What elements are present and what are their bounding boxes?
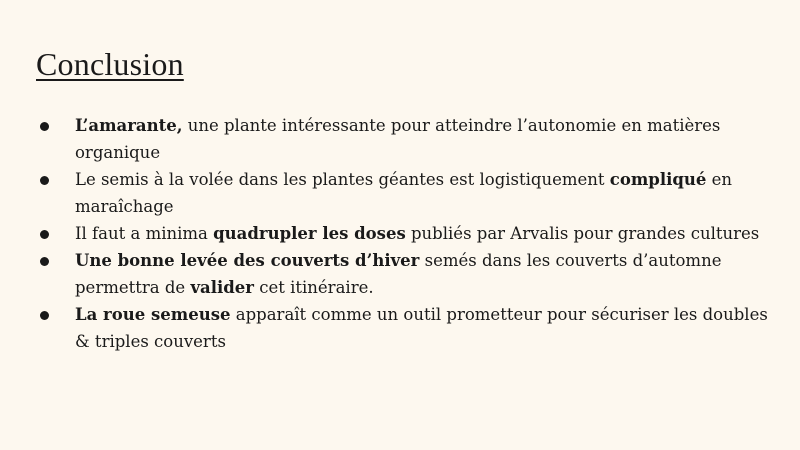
- bullet-text-bold: L’amarante,: [75, 116, 183, 135]
- bullet-text-bold: Une bonne levée des couverts d’hiver: [75, 251, 420, 270]
- bullet-dot-icon: [40, 230, 49, 239]
- bullet-text-regular: en maraîchage: [75, 170, 733, 216]
- bullet-item: [38, 220, 778, 247]
- bullet-text-bold: quadrupler les doses: [213, 224, 406, 243]
- bullet-text: [75, 220, 778, 247]
- bullet-text-regular: Il faut a minima: [75, 224, 214, 243]
- bullet-dot-icon: [40, 257, 49, 266]
- bullet-text-regular: Le semis à la volée dans les plantes géantes est logistiquement: [75, 170, 610, 189]
- bullet-text-regular: une plante intéressante pour atteindre l’autonomie en matières organique: [75, 116, 721, 162]
- bullet-text: [75, 301, 778, 355]
- bullet-text-bold: valider: [190, 278, 254, 297]
- bullet-text: [75, 247, 778, 301]
- slide-title: Conclusion: [36, 46, 184, 82]
- bullet-text: [75, 112, 778, 166]
- bullet-text-bold: La roue semeuse: [75, 305, 231, 324]
- bullet-dot-icon: [40, 311, 49, 320]
- bullet-text-regular: semés dans les couverts d’automne permettra de: [75, 251, 722, 297]
- bullet-text-regular: cet itinéraire.: [253, 278, 374, 297]
- bullet-item: [38, 247, 778, 301]
- bullet-text-regular: apparaît comme un outil prometteur pour sécuriser les doubles & triples couverts: [75, 305, 768, 351]
- bullet-item: [38, 166, 778, 220]
- bullet-text-bold: compliqué: [609, 170, 707, 189]
- bullet-dot-icon: [40, 122, 49, 131]
- bullet-item: [38, 301, 778, 355]
- bullet-text: [75, 166, 778, 220]
- bullet-dot-icon: [40, 176, 49, 185]
- bullet-text-regular: publiés par Arvalis pour grandes cultures: [405, 224, 760, 243]
- bullet-list: [38, 112, 778, 355]
- bullet-item: [38, 112, 778, 166]
